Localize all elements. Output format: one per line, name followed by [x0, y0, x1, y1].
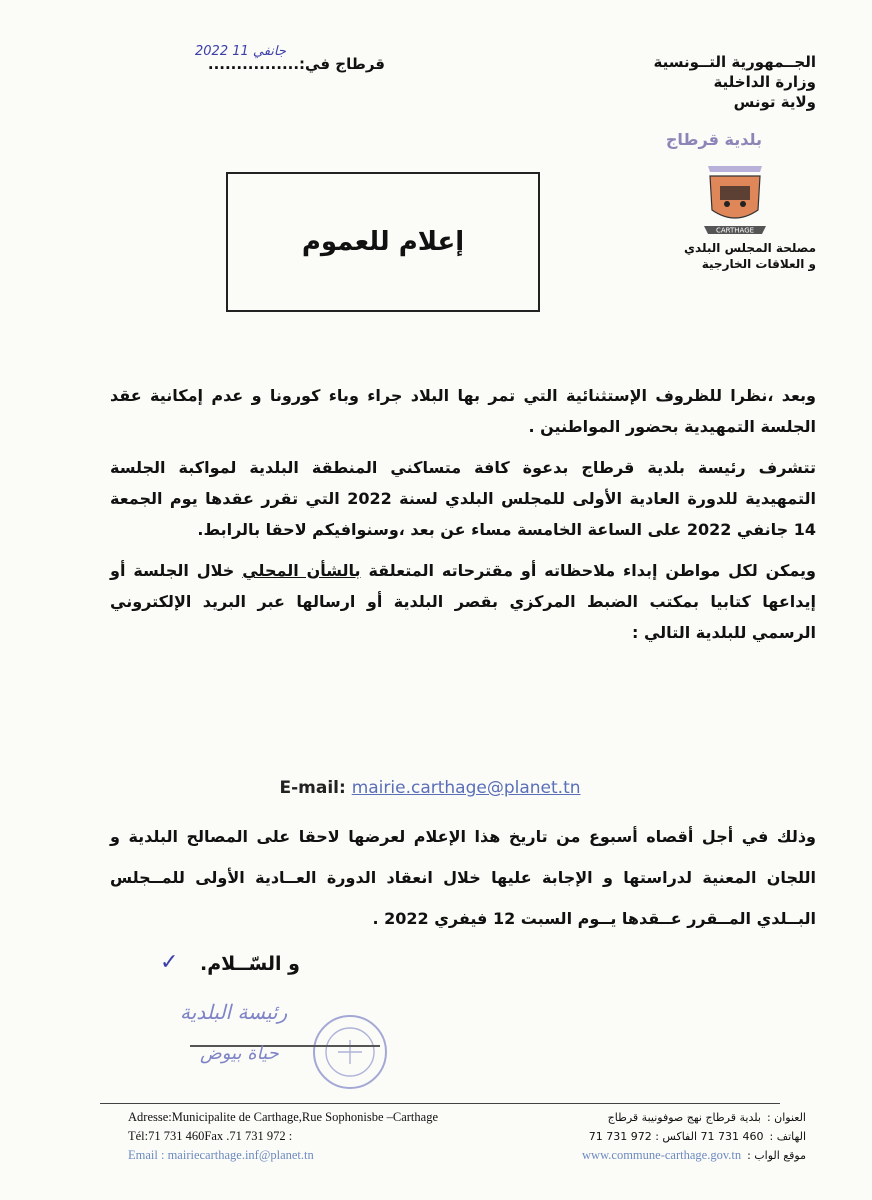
handwritten-date: 2022 11 جانفي [195, 44, 286, 59]
ministry-line: وزارة الداخلية [713, 73, 816, 91]
footer-address-fr: Adresse:Municipalite de Carthage,Rue Sophonisbe –Carthage [128, 1110, 438, 1124]
governorate-line: ولاية تونس [733, 93, 816, 111]
footer-phone-ar-label: الهاتف : [769, 1130, 806, 1143]
body-text [110, 380, 816, 658]
closing: و السّــلام. [200, 953, 300, 975]
crest-label: CARTHAGE [715, 226, 755, 235]
municipality-name: بلدية قرطاج [665, 130, 762, 149]
footer-address-ar-label: العنوان : [766, 1111, 806, 1124]
republic-line: الجــمهورية التــونسية [653, 53, 816, 71]
footer-address-ar-value: بلدية قرطاج نهج صوفونيبة قرطاج [607, 1111, 761, 1124]
footer-french [128, 1108, 508, 1165]
footer-arabic [476, 1108, 806, 1165]
footer-web-ar [476, 1146, 806, 1165]
department [616, 240, 816, 272]
paragraph-3-start: ويمكن لكل مواطن إبداء ملاحظاته أو مقترحاته المتعلقة [360, 561, 816, 580]
footer-phone-ar [476, 1127, 806, 1146]
department-line-2: و العلاقات الخارجية [701, 257, 816, 271]
department-line-1: مصلحة المجلس البلدي [684, 241, 816, 255]
letterhead [556, 52, 816, 112]
footer-phone-ar-value: 460 731 71 الفاكس : 972 731 71 [588, 1130, 764, 1143]
body-text-2 [110, 816, 816, 949]
email-label: E-mail: [279, 778, 346, 798]
page-title: إعلام للعموم [301, 227, 465, 257]
title-box [226, 172, 540, 312]
handwritten-mark-icon: ✓ [160, 950, 179, 975]
carthage-crest-icon [700, 160, 770, 240]
signature-name: حياة بيوض [200, 1043, 279, 1064]
paragraph-4: وذلك في أجل أقصاه أسبوع من تاريخ هذا الإعلام لعرضها لاحقا على المصالح البلدية و اللجان المعنية لدراستها و الإجابة عليها خلال انعقاد الدورة العــادية الأولى للمــجلس البــلدي المــقرر عــقدها يــوم السبت 12 فيفري 2022 . [110, 827, 816, 928]
footer-divider [100, 1103, 780, 1104]
email-link[interactable]: mairie.carthage@planet.tn [351, 778, 581, 798]
paragraph-3-end: خلال الجلسة أو إيداعها كتابيا بمكتب الضبط المركزي بقصر البلدية أو ارسالها عبر البريد الإلكتروني الرسمي للبلدية التالي : [110, 561, 816, 642]
email-line [240, 778, 620, 798]
paragraph-1: وبعد ،نظرا للظروف الإستثنائية التي تمر بها البلاد جراء وباء كورونا و عدم إمكانية عقد الجلسة التمهيدية بحضور المواطنين . [110, 386, 816, 436]
footer-address-ar [476, 1108, 806, 1127]
footer-phone-fr: Tél:71 731 460Fax .71 731 972 : [128, 1129, 293, 1143]
local-affairs-underlined: بالشأن المحلي [242, 561, 361, 580]
footer-email-fr[interactable]: Email : mairiecarthage.inf@planet.tn [128, 1148, 314, 1162]
signature-title: رئيسة البلدية [180, 1000, 288, 1024]
official-stamp-icon [310, 1012, 390, 1092]
paragraph-2: تتشرف رئيسة بلدية قرطاج بدعوة كافة متساكني المنطقة البلدية لمواكبة الجلسة التمهيدية للدورة العادية الأولى للمجلس البلدي لسنة 2022 التي تقرر عقدها يوم الجمعة 14 جانفي 2022 على الساعة الخامسة مساء عن بعد ،وسنوافيكم لاحقا بالرابط. [110, 458, 816, 539]
date-line: قرطاج في:................ [207, 55, 385, 73]
footer-web-ar-label: موقع الواب : [747, 1149, 806, 1162]
footer-website-link[interactable]: www.commune-carthage.gov.tn [582, 1148, 742, 1162]
paragraph-3 [110, 555, 816, 648]
